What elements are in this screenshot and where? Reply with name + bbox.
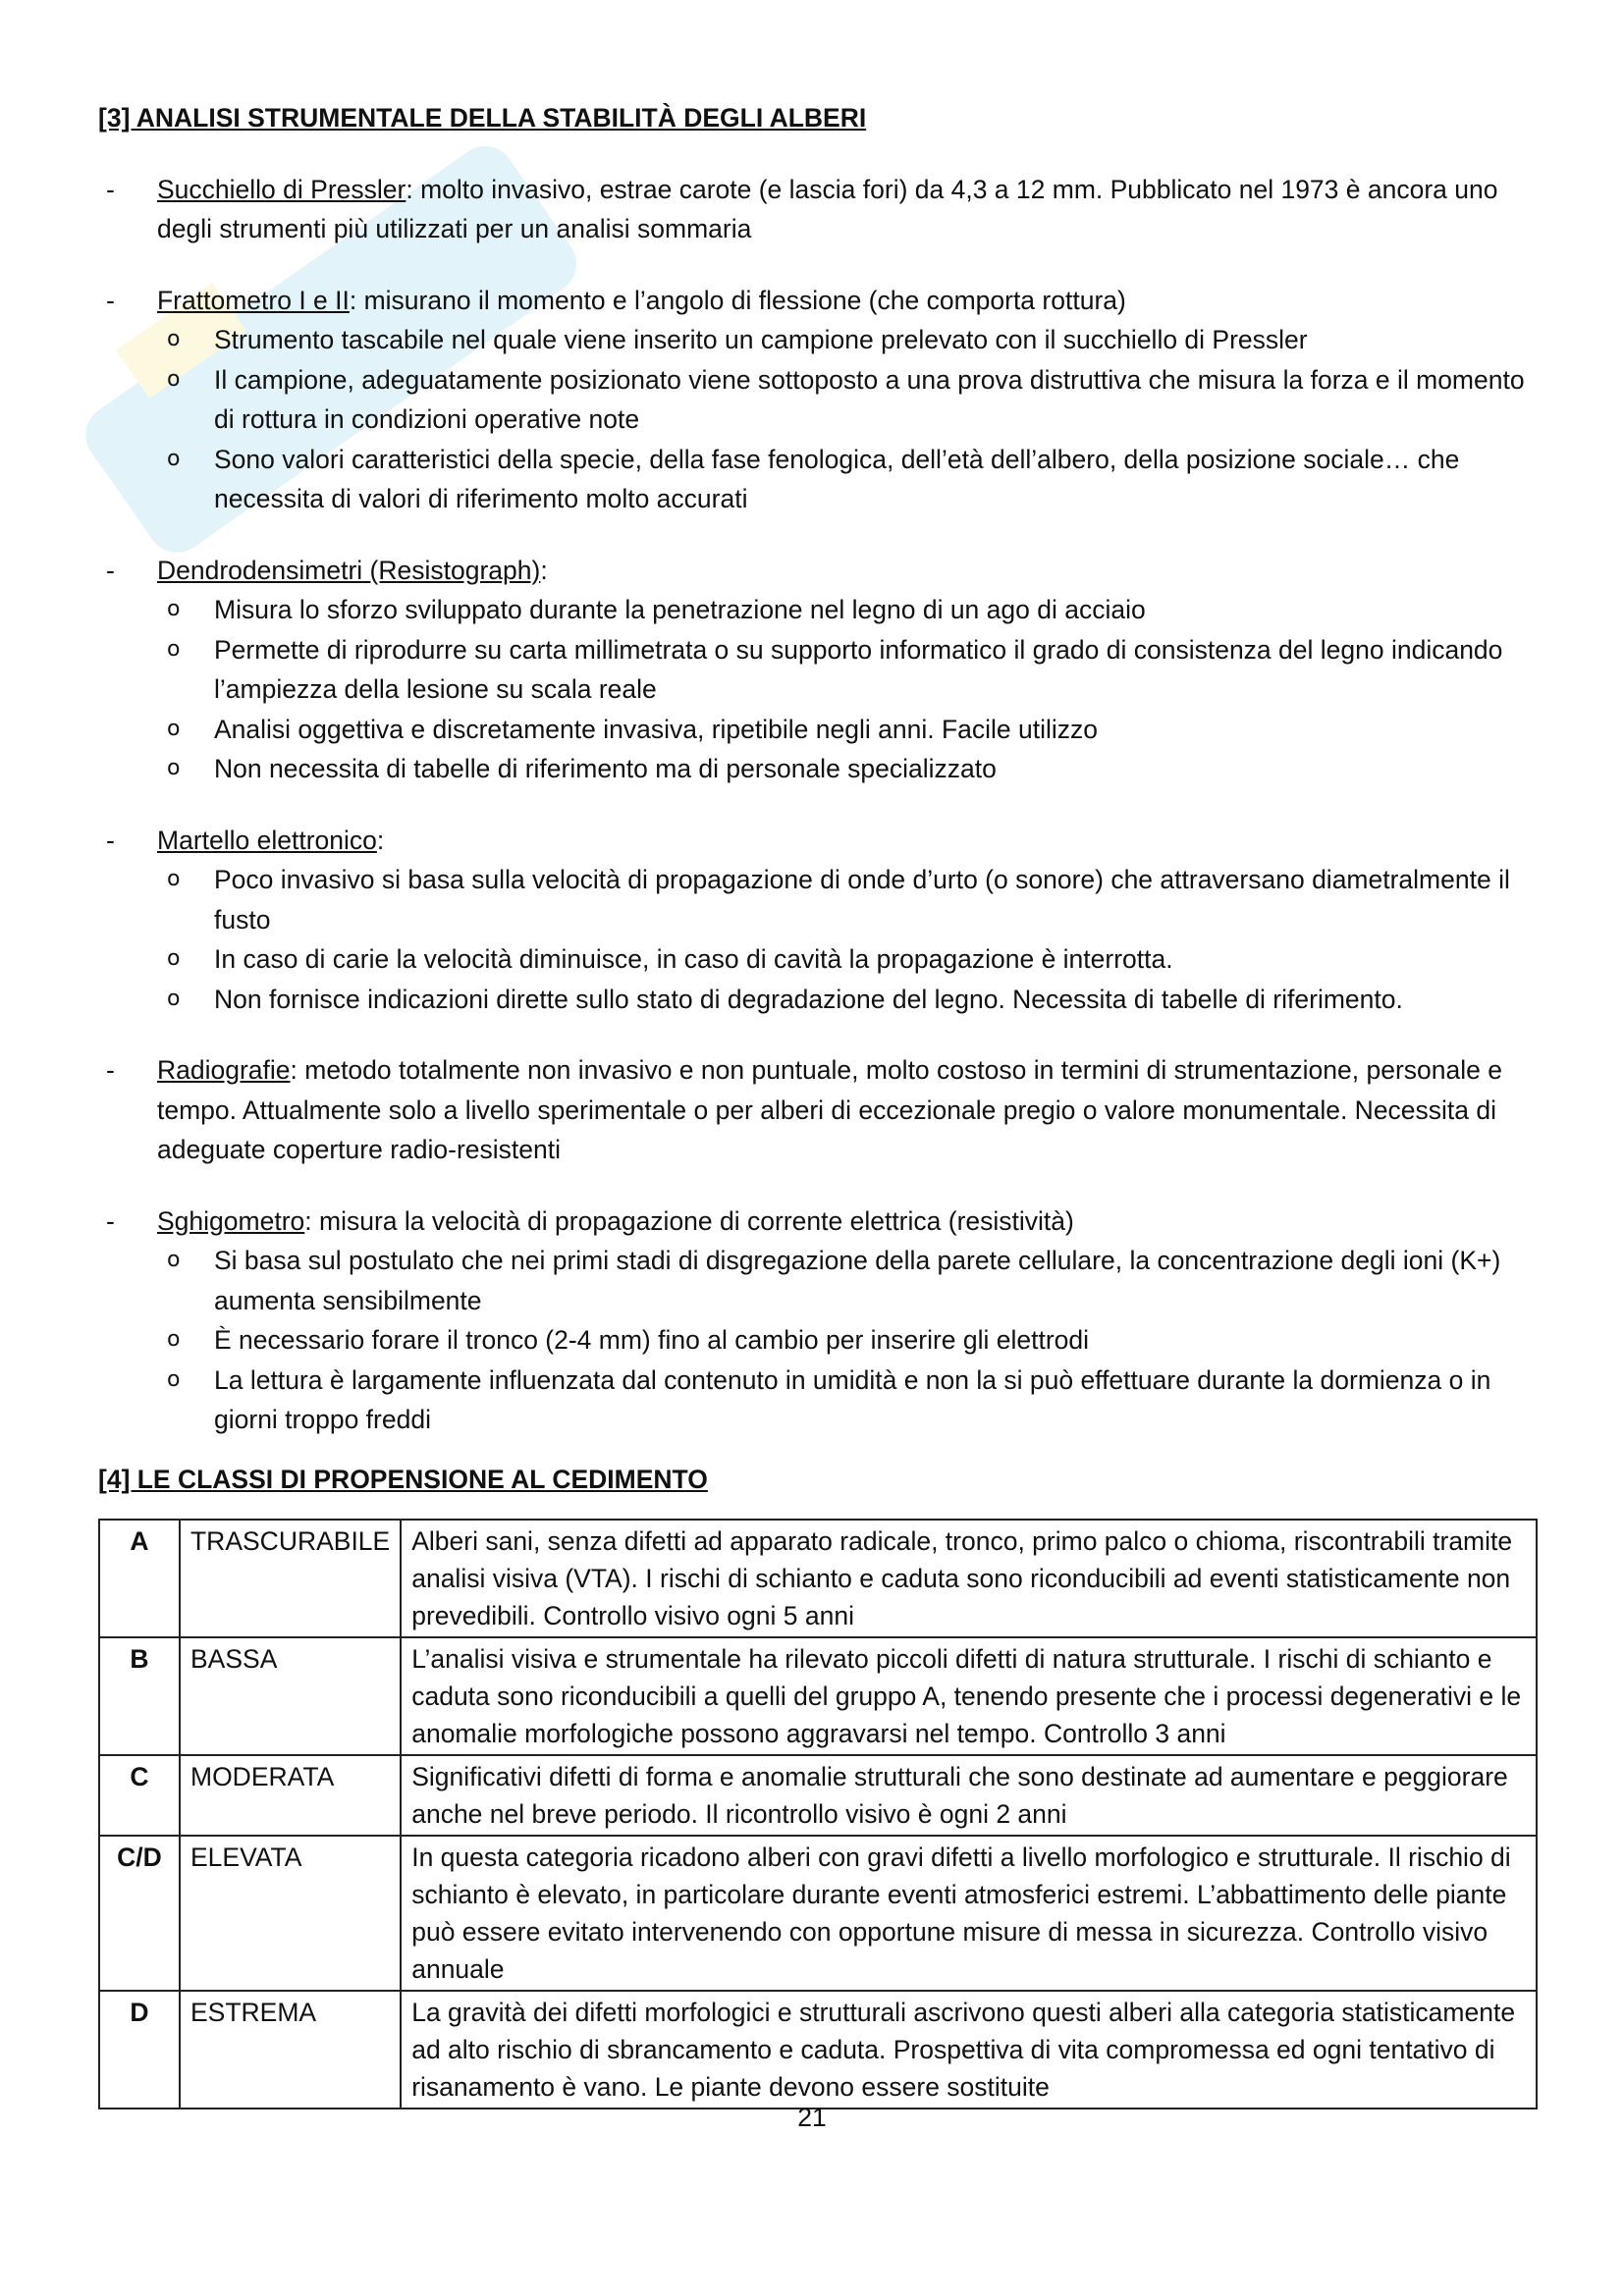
description-cell: In questa categoria ricadono alberi con gravi difetti a livello morfologico e strutturale. Il rischio di schianto è elevato, in particolare durante eventi atmosferici estremi. L’abbattimento delle piante può essere evitato intervenendo con opportune misure di messa in sicurezza. Controllo visivo annuale	[401, 1836, 1537, 1991]
dash-marker: -	[106, 1055, 115, 1085]
description-cell: Alberi sani, senza difetti ad apparato radicale, tronco, primo palco o chioma, riscontrabili tramite analisi visiva (VTA). I rischi di schianto e caduta sono riconducibili ad eventi statisticamente non prevedibili. Controllo visivo ogni 5 anni	[401, 1520, 1537, 1637]
level-cell: ESTREMA	[180, 1991, 401, 2109]
level-cell: TRASCURABILE	[180, 1520, 401, 1637]
sub-bullet	[98, 590, 1538, 630]
sub-bullet	[98, 440, 1538, 519]
sub-text: Permette di riprodurre su carta millimetrata o su supporto informatico il grado di consistenza del legno indicando l’ampiezza della lesione su scala reale	[214, 634, 1503, 704]
circle-bullet-icon: o	[167, 446, 181, 471]
circle-bullet-icon: o	[167, 366, 181, 392]
table-row	[99, 1637, 1537, 1755]
bullet-text: :	[540, 555, 548, 585]
classes-table	[98, 1519, 1538, 2109]
bullet-text: :	[376, 825, 385, 855]
sub-bullet	[98, 360, 1538, 440]
bullet-text: : molto invasivo, estrae carote (e lascia fori) da 4,3 a 12 mm. Pubblicato nel 1973 è ancora uno degli strumenti più utilizzati per un analisi sommaria	[157, 174, 1498, 243]
bullet-item	[98, 821, 1538, 1020]
bullet-text: : misura la velocità di propagazione di corrente elettrica (resistività)	[304, 1205, 1074, 1236]
circle-bullet-icon: o	[167, 716, 181, 741]
bullet-term: Martello elettronico	[157, 825, 377, 855]
dash-marker: -	[106, 1205, 115, 1236]
dash-marker: -	[106, 174, 115, 204]
sub-text: La lettura è largamente influenzata dal contenuto in umidità e non la si può effettuare durante la dormienza o in giorni troppo freddi	[214, 1364, 1491, 1434]
level-cell: BASSA	[180, 1637, 401, 1755]
bullet-term: Frattometro I e II	[157, 285, 350, 315]
circle-bullet-icon: o	[167, 1366, 181, 1392]
sub-bullet	[98, 1361, 1538, 1440]
section-4-heading: [4] LE CLASSI DI PROPENSIONE AL CEDIMENTO	[98, 1464, 708, 1494]
sub-bullet	[98, 860, 1538, 939]
class-cell: A	[99, 1520, 180, 1637]
bullet-item	[98, 1201, 1538, 1440]
sub-text: È necessario forare il tronco (2-4 mm) fino al cambio per inserire gli elettrodi	[214, 1325, 1090, 1355]
sub-text: In caso di carie la velocità diminuisce, in caso di cavità la propagazione è interrotta.	[214, 944, 1173, 974]
circle-bullet-icon: o	[167, 946, 181, 971]
bullet-term: Sghigometro	[157, 1205, 305, 1236]
sub-bullet	[98, 1241, 1538, 1320]
sub-bullet	[98, 1320, 1538, 1361]
class-cell: C/D	[99, 1836, 180, 1991]
circle-bullet-icon: o	[167, 756, 181, 780]
section-3-heading: [3] ANALISI STRUMENTALE DELLA STABILITÀ DEGLI ALBERI	[98, 103, 867, 133]
circle-bullet-icon: o	[167, 636, 181, 662]
description-cell: La gravità dei difetti morfologici e strutturali ascrivono questi alberi alla categoria statisticamente ad alto rischio di sbrancamento e caduta. Prospettiva di vita compromessa ed ogni tentativo di risanamento è vano. Le piante devono essere sostituite	[401, 1991, 1537, 2109]
sub-text: Non necessita di tabelle di riferimento ma di personale specializzato	[214, 754, 997, 783]
sub-bullet	[98, 320, 1538, 360]
dash-marker: -	[106, 285, 115, 315]
main-content	[98, 98, 1538, 2109]
bullet-term: Succhiello di Pressler	[157, 174, 406, 204]
class-cell: B	[99, 1637, 180, 1755]
bullet-term: Dendrodensimetri (Resistograph)	[157, 555, 541, 585]
circle-bullet-icon: o	[167, 1248, 181, 1272]
dash-marker: -	[106, 825, 115, 855]
bullet-item	[98, 281, 1538, 519]
table-row	[99, 1520, 1537, 1637]
page-number: 21	[797, 2103, 827, 2132]
sub-text: Misura lo sforzo sviluppato durante la penetrazione nel legno di un ago di acciaio	[214, 595, 1146, 624]
table-row	[99, 1755, 1537, 1836]
sub-text: Sono valori caratteristici della specie, della fase fenologica, dell’età dell’albero, della posizione sociale… che necessita di valori di riferimento molto accurati	[214, 444, 1460, 513]
bullet-text: : metodo totalmente non invasivo e non puntuale, molto costoso in termini di strumentazione, personale e tempo. Attualmente solo a livello sperimentale o per alberi di eccezionale pregio o valore monumentale. Necessita di adeguate coperture radio-resistenti	[157, 1055, 1502, 1164]
bullet-item	[98, 551, 1538, 789]
class-cell: C	[99, 1755, 180, 1836]
sub-bullet	[98, 710, 1538, 750]
table-row	[99, 1836, 1537, 1991]
class-cell: D	[99, 1991, 180, 2109]
sub-text: Si basa sul postulato che nei primi stadi di disgregazione della parete cellulare, la concentrazione degli ioni (K+) aumenta sensibilmente	[214, 1246, 1501, 1315]
sub-text: Non fornisce indicazioni dirette sullo stato di degradazione del legno. Necessita di tabelle di riferimento.	[214, 984, 1403, 1014]
circle-bullet-icon: o	[167, 1327, 181, 1352]
sub-text: Strumento tascabile nel quale viene inserito un campione prelevato con il succhiello di Pressler	[214, 325, 1308, 354]
circle-bullet-icon: o	[167, 327, 181, 351]
dash-marker: -	[106, 555, 115, 585]
sub-bullet	[98, 939, 1538, 980]
sub-text: Analisi oggettiva e discretamente invasiva, ripetibile negli anni. Facile utilizzo	[214, 714, 1098, 744]
description-cell: L’analisi visiva e strumentale ha rilevato piccoli difetti di natura strutturale. I rischi di schianto e caduta sono riconducibili a quelli del gruppo A, tenendo presente che i processi degenerativi e le anomalie morfologiche possono aggravarsi nel tempo. Controllo 3 anni	[401, 1637, 1537, 1755]
circle-bullet-icon: o	[167, 597, 181, 621]
bullet-item	[98, 170, 1538, 249]
sub-bullet	[98, 749, 1538, 789]
table-row	[99, 1991, 1537, 2109]
circle-bullet-icon: o	[167, 986, 181, 1011]
level-cell: MODERATA	[180, 1755, 401, 1836]
description-cell: Significativi difetti di forma e anomalie strutturali che sono destinate ad aumentare e peggiorare anche nel breve periodo. Il ricontrollo visivo è ogni 2 anni	[401, 1755, 1537, 1836]
sub-bullet	[98, 980, 1538, 1020]
bullet-item	[98, 1050, 1538, 1170]
level-cell: ELEVATA	[180, 1836, 401, 1991]
circle-bullet-icon: o	[167, 867, 181, 891]
sub-bullet	[98, 630, 1538, 710]
sub-text: Poco invasivo si basa sulla velocità di propagazione di onde d’urto (o sonore) che attraversano diametralmente il fusto	[214, 865, 1510, 934]
bullet-text: : misurano il momento e l’angolo di flessione (che comporta rottura)	[349, 285, 1126, 315]
bullet-term: Radiografie	[157, 1055, 291, 1085]
sub-text: Il campione, adeguatamente posizionato viene sottoposto a una prova distruttiva che misura la forza e il momento di rottura in condizioni operative note	[214, 364, 1525, 434]
